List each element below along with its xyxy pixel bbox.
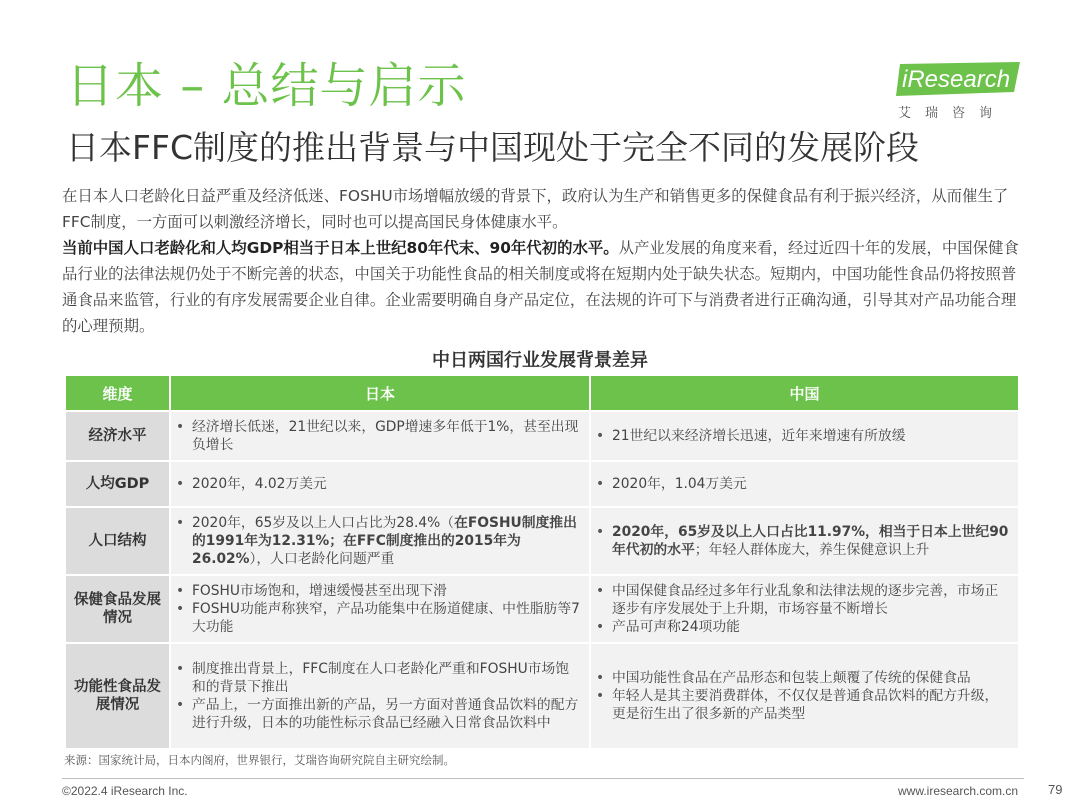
list-item: • FOSHU功能声称狭窄，产品功能集中在肠道健康、中性脂肪等7大功能 <box>172 600 582 636</box>
intro-paragraph-1: 在日本人口老龄化日益严重及经济低迷、FOSHU市场增幅放缓的背景下，政府认为生产和销售更多的保健食品有利于振兴经济，从而催生了FFC制度，一方面可以刺激经济增长，同时也可以提高国民身体健康水平。 <box>62 187 1009 231</box>
row-dimension: 保健食品发展情况 <box>66 576 169 642</box>
pop-jp-highlight: 在FOSHU制度推出的1991年为12.31%；在FFC制度推出的2015年为26.02% <box>192 515 577 567</box>
list-item <box>172 514 582 568</box>
website-link[interactable]: www.iresearch.com.cn <box>898 784 1019 798</box>
page-subtitle: 日本FFC制度的推出背景与中国现处于完全不同的发展阶段 <box>66 128 920 167</box>
footer-divider <box>62 778 1024 779</box>
list-item: • 制度推出背景上，FFC制度在人口老龄化严重和FOSHU市场饱和的背景下推出 <box>172 660 582 696</box>
logo-brand-text: iResearch <box>902 66 1011 93</box>
intro-rest: 从产业发展的角度来看，经过近四十年的发展，中国保健食品行业的法律法规仍处于不断完善的状态，中国关于功能性食品的相关制度或将在短期内处于缺失状态。短期内，中国功能性食品仍将按照普通食品来监管，行业的有序发展需要企业自律。企业需要明确自身产品定位，在法规的许可下与消费者进行正确沟通，引导其对产品功能合理的心理预期。 <box>62 239 1019 335</box>
list-item: • 年轻人是其主要消费群体，不仅仅是普通食品饮料的配方升级，更是衍生出了很多新的产品类型 <box>592 687 1011 723</box>
japan-cell <box>171 412 589 460</box>
pop-jp-text-c: ），人口老龄化问题严重 <box>249 551 395 567</box>
china-cell <box>591 462 1018 506</box>
list-item: • 经济增长低迷，21世纪以来，GDP增速多年低于1%，甚至出现负增长 <box>172 418 582 454</box>
table-row <box>66 412 1018 460</box>
china-cell <box>591 412 1018 460</box>
table-title: 中日两国行业发展背景差异 <box>432 350 648 371</box>
list-item <box>592 523 1011 559</box>
row-dimension: 功能性食品发展情况 <box>66 644 169 748</box>
source-note: 来源：国家统计局，日本内阁府，世界银行，艾瑞咨询研究院自主研究绘制。 <box>64 753 455 767</box>
header-japan: 日本 <box>171 376 589 410</box>
japan-cell <box>171 462 589 506</box>
copyright: ©2022.4 iResearch Inc. <box>62 784 188 798</box>
comparison-table <box>64 374 1020 750</box>
list-item: • 2020年，1.04万美元 <box>592 475 1011 493</box>
pop-cn-text: ；年轻人群体庞大，养生保健意识上升 <box>694 542 930 558</box>
table-row <box>66 576 1018 642</box>
pop-jp-text-a: 2020年，65岁及以上人口占比为28.4%（ <box>192 515 455 531</box>
list-item: • 产品可声称24项功能 <box>592 618 1011 636</box>
table-row <box>66 462 1018 506</box>
table-row <box>66 644 1018 748</box>
china-cell <box>591 508 1018 574</box>
iresearch-logo <box>896 62 1026 122</box>
row-dimension: 人均GDP <box>66 462 169 506</box>
row-dimension: 人口结构 <box>66 508 169 574</box>
list-item: • 2020年，4.02万美元 <box>172 475 582 493</box>
table-row <box>66 508 1018 574</box>
header-dimension: 维度 <box>66 376 169 410</box>
header-china: 中国 <box>591 376 1018 410</box>
intro-text <box>62 183 1027 339</box>
intro-paragraph-2 <box>62 235 1027 339</box>
list-item: • 21世纪以来经济增长迅速，近年来增速有所放缓 <box>592 427 1011 445</box>
list-item: • 中国保健食品经过多年行业乱象和法律法规的逐步完善，市场正逐步有序发展处于上升期，市场容量不断增长 <box>592 582 1011 618</box>
list-item: • 产品上，一方面推出新的产品，另一方面对普通食品饮料的配方进行升级，日本的功能性标示食品已经融入日常食品饮料中 <box>172 696 582 732</box>
china-cell <box>591 644 1018 748</box>
page-number: 79 <box>1048 782 1063 797</box>
pop-cn-highlight: 2020年，65岁及以上人口占比11.97%，相当于日本上世纪90年代初的水平 <box>612 524 1009 558</box>
page-title: 日本 – 总结与启示 <box>66 58 467 114</box>
row-dimension: 经济水平 <box>66 412 169 460</box>
japan-cell <box>171 644 589 748</box>
china-cell <box>591 576 1018 642</box>
table-header-row <box>66 376 1018 410</box>
list-item: • 中国功能性食品在产品形态和包装上颠覆了传统的保健食品 <box>592 669 1011 687</box>
japan-cell <box>171 576 589 642</box>
list-item: • FOSHU市场饱和，增速缓慢甚至出现下滑 <box>172 582 582 600</box>
logo-chinese-text: 艾瑞咨询 <box>898 106 1007 121</box>
intro-highlight: 当前中国人口老龄化和人均GDP相当于日本上世纪80年代末、90年代初的水平。 <box>62 239 619 257</box>
japan-cell <box>171 508 589 574</box>
